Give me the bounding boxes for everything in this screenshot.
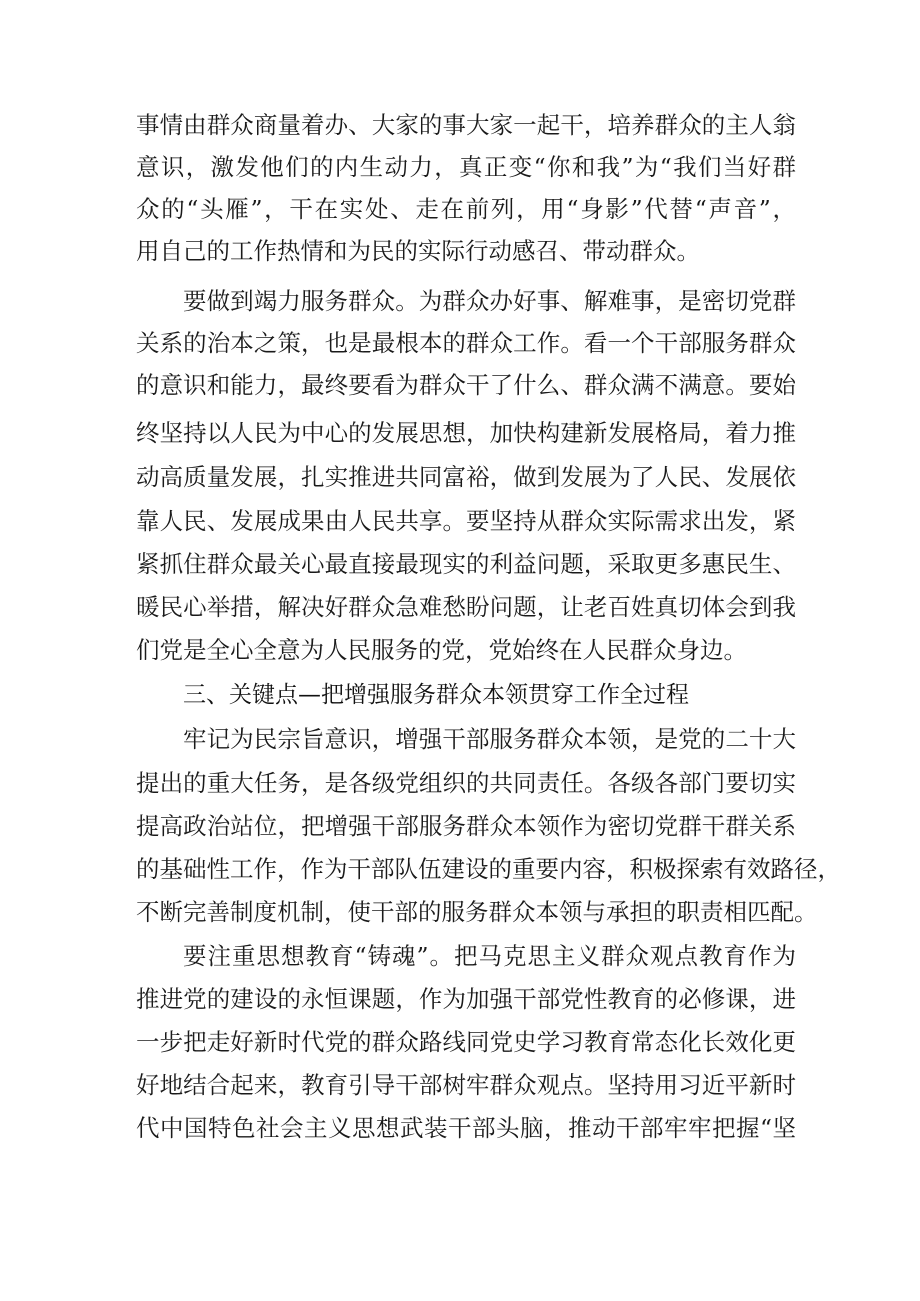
paragraph-line: 事情由群众商量着办、大家的事大家一起干，培养群众的主人翁 bbox=[136, 111, 796, 139]
paragraph-line: 的意识和能力，最终要看为群众干了什么、群众满不满意。要始 bbox=[136, 371, 796, 399]
paragraph-line: 关系的治本之策，也是最根本的群众工作。看一个干部服务群众 bbox=[136, 329, 796, 357]
paragraph-line: 动高质量发展，扎实推进共同富裕，做到发展为了人民、发展依 bbox=[136, 463, 796, 491]
section-heading: 三、关键点—把增强服务群众本领贯穿工作全过程 bbox=[183, 682, 689, 708]
paragraph-line: 推进党的建设的永恒课题，作为加强干部党性教育的必修课，进 bbox=[136, 985, 796, 1013]
paragraph-line: 提出的重大任务，是各级党组织的共同责任。各级各部门要切实 bbox=[136, 769, 796, 797]
paragraph-line: 意识，激发他们的内生动力，真正变“你和我”为“我们当好群 bbox=[136, 153, 796, 181]
paragraph-line: 暖民心举措，解决好群众急难愁盼问题，让老百姓真切体会到我 bbox=[136, 593, 796, 621]
paragraph-line: 用自己的工作热情和为民的实际行动感召、带动群众。 bbox=[136, 237, 700, 265]
paragraph-line: 代中国特色社会主义思想武装干部头脑，推动干部牢牢把握“坚 bbox=[136, 1114, 796, 1142]
paragraph-line: 牢记为民宗旨意识，增强干部服务群众本领，是党的二十大 bbox=[183, 725, 796, 753]
paragraph-line: 不断完善制度机制，使干部的服务群众本领与承担的职责相匹配。 bbox=[136, 898, 818, 926]
paragraph-line: 要注重思想教育“铸魂”。把马克思主义群众观点教育作为 bbox=[183, 942, 796, 970]
paragraph-line: 要做到竭力服务群众。为群众办好事、解难事，是密切党群 bbox=[183, 287, 796, 315]
paragraph-line: 们党是全心全意为人民服务的党，党始终在人民群众身边。 bbox=[136, 636, 747, 664]
paragraph-line: 提高政治站位，把增强干部服务群众本领作为密切党群干群关系 bbox=[136, 812, 796, 840]
paragraph-line: 终坚持以人民为中心的发展思想，加快构建新发展格局，着力推 bbox=[136, 419, 796, 447]
paragraph-line: 好地结合起来，教育引导干部树牢群众观点。坚持用习近平新时 bbox=[136, 1071, 796, 1099]
paragraph-line: 一步把走好新时代党的群众路线同党史学习教育常态化长效化更 bbox=[136, 1028, 796, 1056]
paragraph-line: 紧抓住群众最关心最直接最现实的利益问题，采取更多惠民生、 bbox=[136, 550, 796, 578]
paragraph-line: 靠人民、发展成果由人民共享。要坚持从群众实际需求出发，紧 bbox=[136, 507, 796, 535]
paragraph-line: 的基础性工作，作为干部队伍建设的重要内容，积极探索有效路径， bbox=[136, 855, 841, 883]
paragraph-line: 众的“头雁”，干在实处、走在前列，用“身影”代替“声音”， bbox=[136, 195, 796, 223]
